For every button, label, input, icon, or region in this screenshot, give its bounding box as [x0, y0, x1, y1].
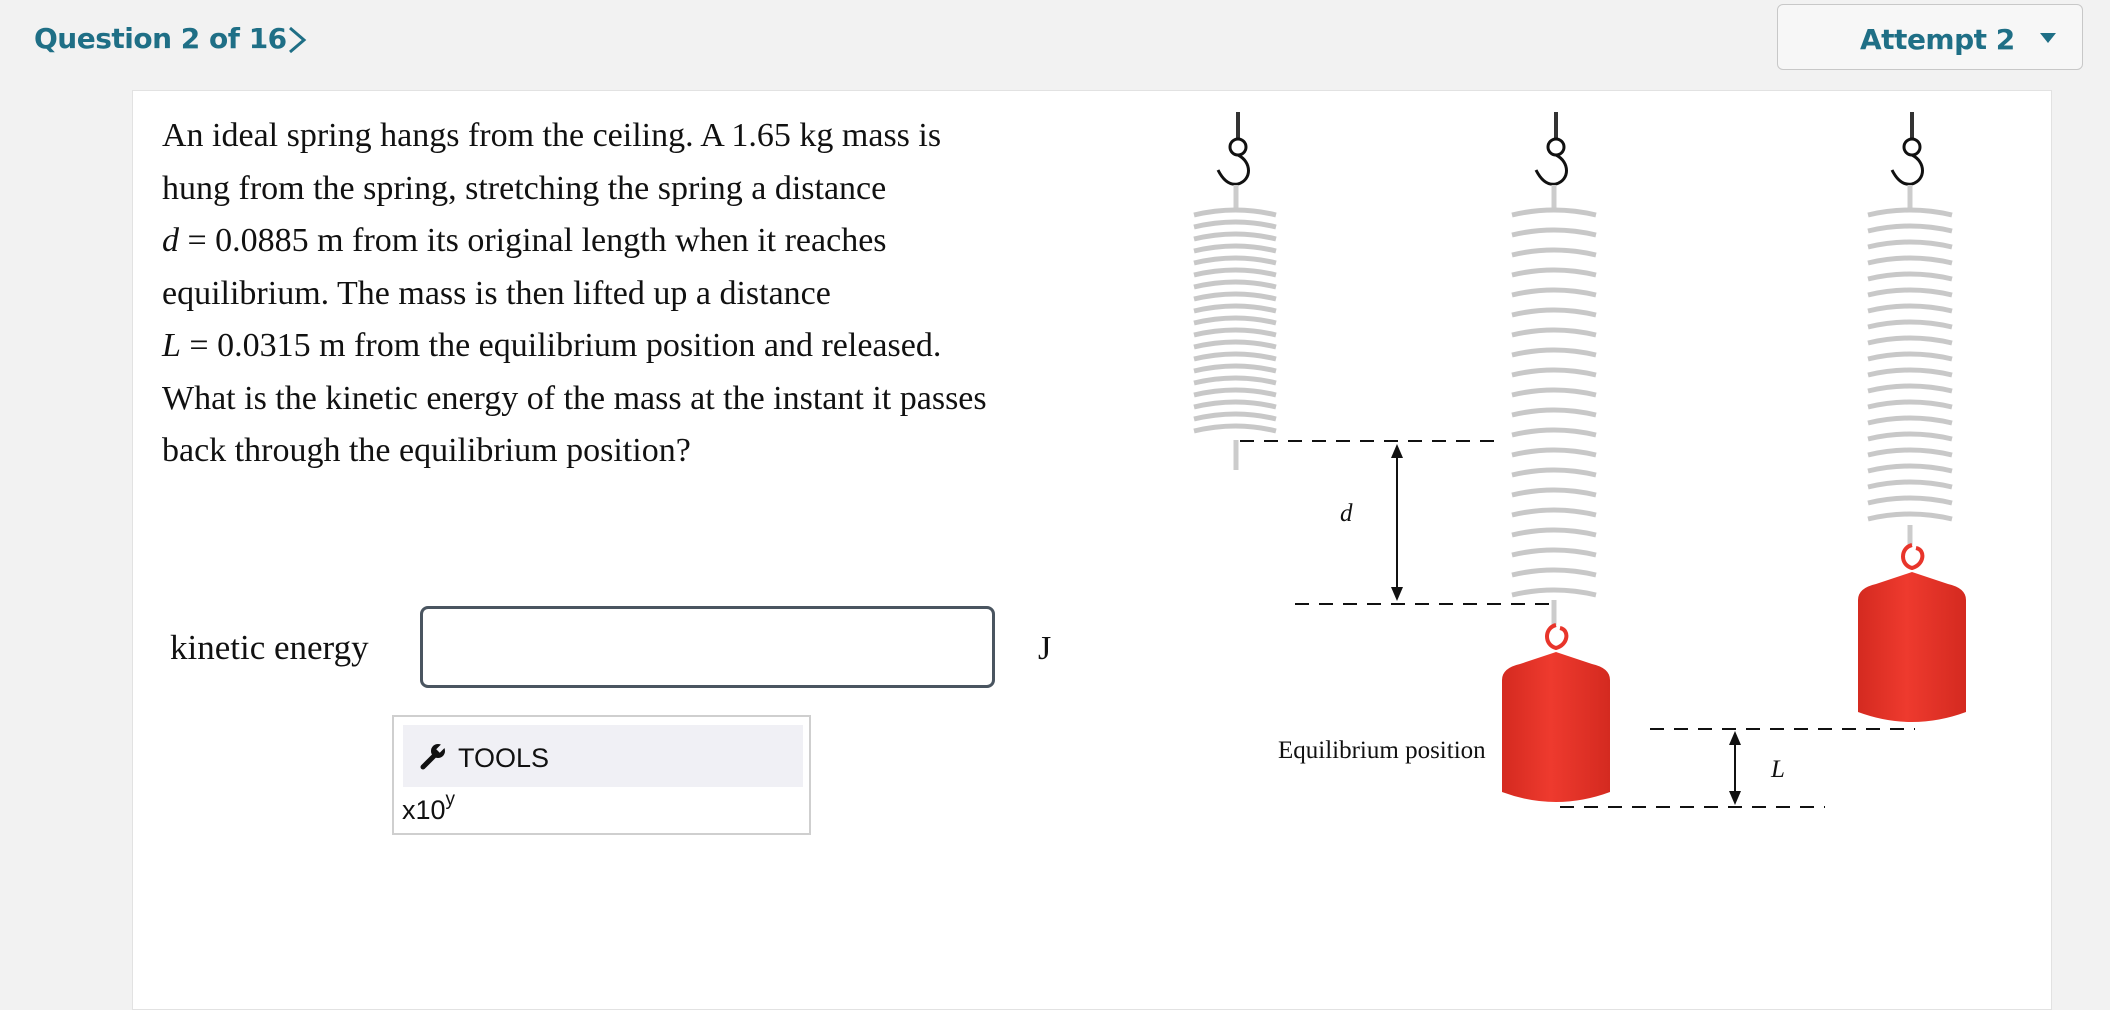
question-line-rest: = 0.0315 m from the equilibrium position and released.	[180, 327, 942, 364]
var-L: L	[162, 327, 181, 364]
question-counter: Question 2 of 16	[34, 22, 287, 55]
spring-unstretched	[1194, 112, 1276, 470]
question-line: What is the kinetic energy of the mass at the instant it passes	[162, 379, 987, 417]
x10-exponent: y	[445, 789, 456, 810]
kinetic-energy-label: kinetic energy	[170, 628, 369, 667]
equilibrium-position-label: Equilibrium position	[1278, 737, 1486, 764]
question-line: back through the equilibrium position?	[162, 432, 691, 469]
tools-label: TOOLS	[458, 743, 550, 773]
d-arrow	[1391, 444, 1403, 601]
question-line: An ideal spring hangs from the ceiling. A 1.65 kg mass is	[162, 117, 942, 154]
x10-base: x10	[402, 795, 446, 825]
question-line-rest: = 0.0885 m from its original length when it reaches	[179, 222, 887, 259]
d-label: d	[1340, 500, 1353, 527]
L-label: L	[1771, 756, 1785, 783]
mass-lifted	[1858, 572, 1966, 722]
var-d: d	[162, 222, 179, 259]
question-line: equilibrium. The mass is then lifted up a distance	[162, 274, 831, 312]
L-arrow	[1729, 731, 1741, 805]
attempt-label: Attempt 2	[1860, 23, 2015, 56]
spring-equilibrium	[1512, 112, 1596, 648]
spring-lifted	[1868, 112, 1952, 568]
question-line: hung from the spring, stretching the spring a distance	[162, 169, 887, 207]
mass-equilibrium	[1502, 652, 1610, 802]
unit-label: J	[1038, 630, 1052, 667]
